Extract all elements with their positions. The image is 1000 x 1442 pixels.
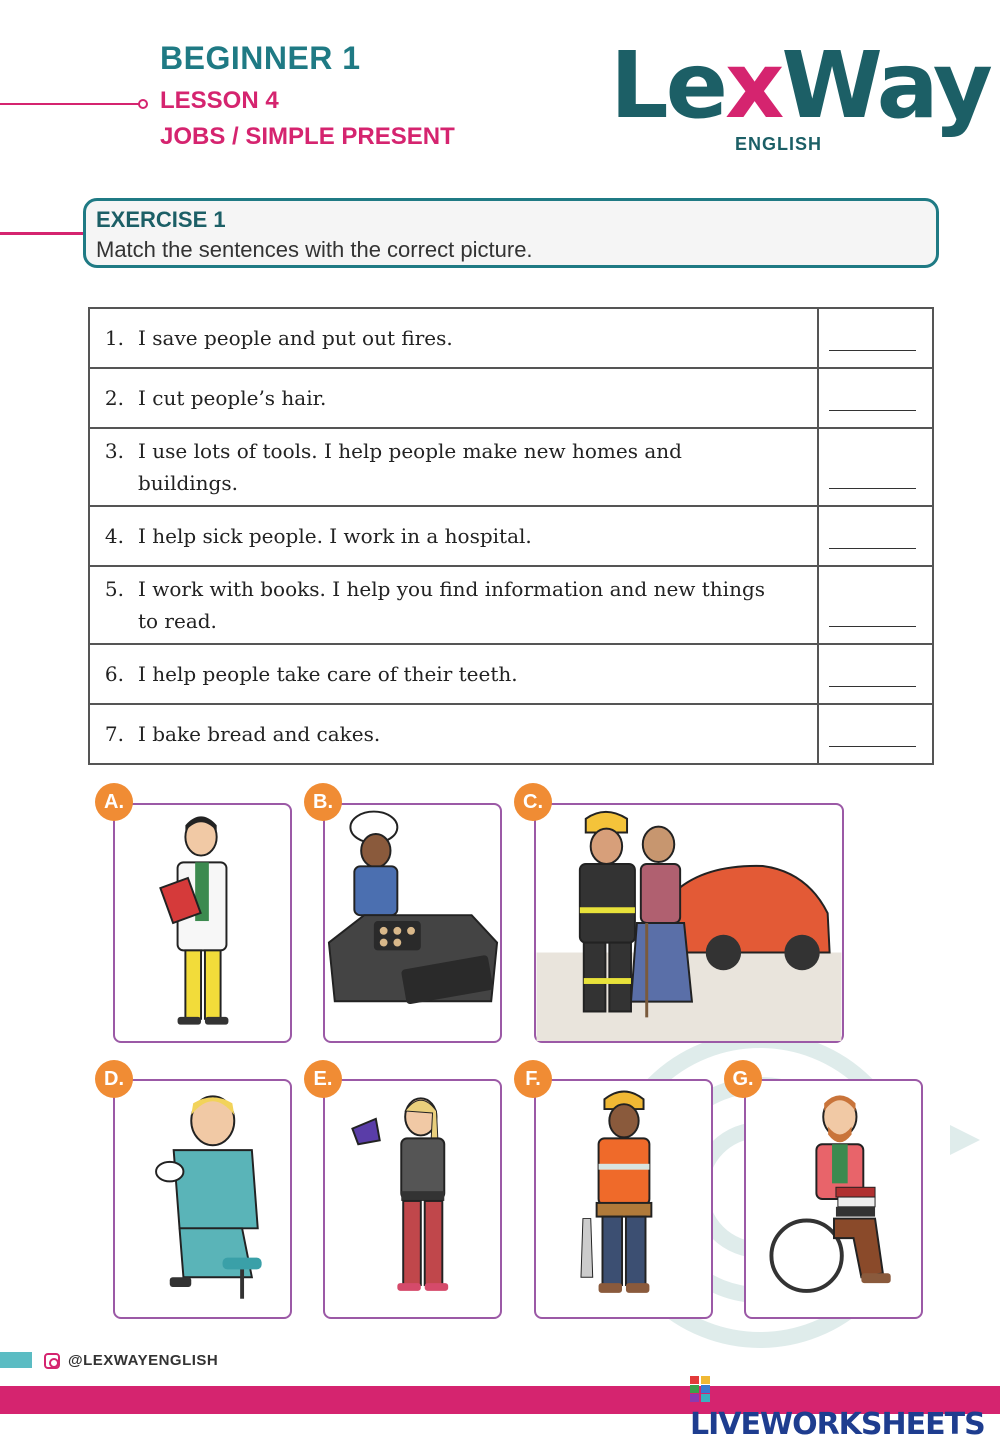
dentist-illustration-icon <box>115 1081 290 1317</box>
question-number: 3. <box>104 439 124 463</box>
liveworksheets-logo[interactable]: LIVEWORKSHEETS <box>690 1372 1000 1442</box>
picture-card-d[interactable] <box>113 1079 292 1319</box>
baker-illustration-icon <box>325 805 500 1041</box>
question-number: 6. <box>104 662 124 686</box>
course-title: BEGINNER 1 <box>160 40 361 76</box>
picture-card-g[interactable] <box>744 1079 923 1319</box>
answer-cell[interactable] <box>818 428 933 506</box>
question-text: I use lots of tools. I help people make new homes and buildings. <box>138 439 682 495</box>
question-number: 5. <box>104 577 124 601</box>
picture-card-b[interactable] <box>323 803 502 1043</box>
builder-illustration-icon <box>536 1081 711 1317</box>
answer-cell[interactable] <box>818 308 933 368</box>
picture-label-e: E. <box>304 1060 342 1098</box>
question-cell <box>89 428 818 506</box>
picture-card-f[interactable] <box>534 1079 713 1319</box>
lesson-topic: JOBS / SIMPLE PRESENT <box>160 123 455 150</box>
picture-label-b: B. <box>304 783 342 821</box>
hairdresser-illustration-icon <box>325 1081 500 1317</box>
picture-card-e[interactable] <box>323 1079 502 1319</box>
question-cell <box>89 704 818 764</box>
answer-cell[interactable] <box>818 644 933 704</box>
question-number: 7. <box>104 722 124 746</box>
picture-label-a: A. <box>95 783 133 821</box>
exercise-accent-line <box>0 232 86 235</box>
answer-blank[interactable] <box>829 548 916 549</box>
instagram-icon[interactable] <box>44 1353 60 1369</box>
picture-label-c: C. <box>514 783 552 821</box>
exercise-box <box>83 198 939 268</box>
question-cell <box>89 644 818 704</box>
logo-wordmark: LexWay <box>610 32 990 139</box>
answer-cell[interactable] <box>818 566 933 644</box>
question-number: 2. <box>104 386 124 410</box>
question-text: I save people and put out fires. <box>138 326 453 350</box>
liveworksheets-icon <box>690 1376 710 1402</box>
table-row <box>89 566 933 644</box>
table-row <box>89 428 933 506</box>
answer-blank[interactable] <box>829 410 916 411</box>
picture-label-d: D. <box>95 1060 133 1098</box>
question-cell <box>89 566 818 644</box>
question-cell <box>89 368 818 428</box>
picture-label-g: G. <box>724 1060 762 1098</box>
lesson-number: LESSON 4 <box>160 87 279 114</box>
answer-blank[interactable] <box>829 488 916 489</box>
matching-table <box>88 307 934 765</box>
answer-cell[interactable] <box>818 368 933 428</box>
picture-label-f: F. <box>514 1060 552 1098</box>
librarian-illustration-icon <box>746 1081 921 1317</box>
header-accent-line <box>0 103 140 105</box>
question-cell <box>89 308 818 368</box>
answer-blank[interactable] <box>829 686 916 687</box>
question-text: I work with books. I help you find information and new things to read. <box>138 577 766 633</box>
answer-blank[interactable] <box>829 746 916 747</box>
table-row <box>89 368 933 428</box>
table-row <box>89 644 933 704</box>
question-text: I cut people’s hair. <box>138 386 327 410</box>
question-text: I help people take care of their teeth. <box>138 662 518 686</box>
answer-cell[interactable] <box>818 506 933 566</box>
firefighter-illustration-icon <box>536 805 842 1041</box>
logo-subtitle: ENGLISH <box>735 134 823 154</box>
table-row <box>89 308 933 368</box>
exercise-instruction: Match the sentences with the correct picture. <box>96 237 533 262</box>
doctor-illustration-icon <box>115 805 290 1041</box>
header-accent-dot <box>138 99 148 109</box>
answer-cell[interactable] <box>818 704 933 764</box>
table-row <box>89 506 933 566</box>
answer-blank[interactable] <box>829 626 916 627</box>
social-handle[interactable]: @LEXWAYENGLISH <box>68 1352 219 1369</box>
question-text: I bake bread and cakes. <box>138 722 381 746</box>
question-number: 4. <box>104 524 124 548</box>
footer-accent-block <box>0 1352 32 1368</box>
question-text: I help sick people. I work in a hospital. <box>138 524 532 548</box>
exercise-title: EXERCISE 1 <box>96 207 226 232</box>
lexway-logo <box>610 32 990 161</box>
table-row <box>89 704 933 764</box>
picture-card-c[interactable] <box>534 803 844 1043</box>
answer-blank[interactable] <box>829 350 916 351</box>
picture-card-a[interactable] <box>113 803 292 1043</box>
question-number: 1. <box>104 326 124 350</box>
question-cell <box>89 506 818 566</box>
